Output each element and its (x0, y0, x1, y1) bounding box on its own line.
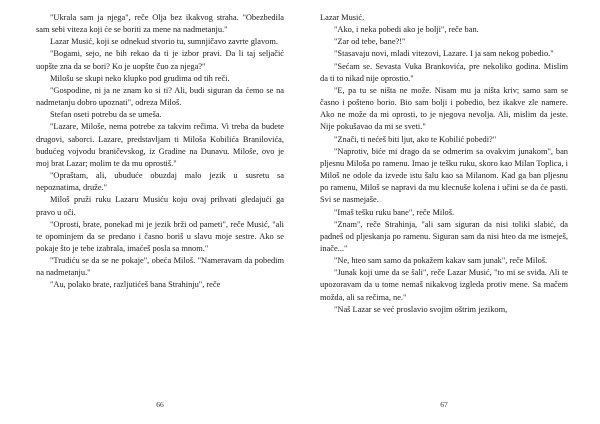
paragraph: Stefan oseti potrebu da se umeša. (50, 110, 162, 120)
paragraph: "Zar od tebe, bane?!" (334, 37, 406, 47)
paragraph: "Znači, ti nećeš biti ljut, ako te Kobilić pobedi?" (334, 134, 497, 144)
right-page-text (320, 12, 568, 316)
paragraph: "E, pa tu se ništa ne može. Nisam mu ja ništa kriv; samo sam se časno i pošteno borio. Bio sam bolji i pobedio, bez ikakve zle namere. Ako ne može da mi oprosti, to je njegova nevolja. Ali, mislim da jeste. Nije pokušavao da mi se sveti." (320, 85, 568, 132)
left-page (36, 12, 284, 417)
paragraph: "Trudiću se da se ne pokaje", obeća Miloš. "Namеravam da pobedim na nadmetanju." (36, 256, 284, 278)
paragraph: "Gospodine, ni ja ne znam ko si ti? Ali, budi siguran da ćemo se na nadmetanju dobro upoznati", odreza Miloš. (36, 85, 284, 108)
page-number-right: 67 (440, 400, 448, 409)
paragraph: "Oprosti, brate, ponekad mi je jezik brži od pameti", reče Musić, "ali te opominjem da se predano i časno boriš u slavu moje sestre. Ako se pokaje što je tebe izabrala, imaćeš posla sa mnom." (36, 219, 284, 253)
paragraph: Milošu se skupi neko klupko pod grudima od tih reči. (50, 73, 230, 83)
paragraph: "Au, polako brate, razlјutićeš bana Strahinju", reče (50, 280, 221, 290)
paragraph: "Lazare, Miloše, nema potrebe za takvim rečima. Vi treba da budete drugovi, saborci. Lazare, predstavljam ti Miloša Kobilića Branilovića, budućeg vojvodu braničevskog, iz Gradine na Dunavu. Miloše, ovo je moj brat Lazar; molim te da mu oprostiš." (36, 122, 284, 168)
paragraph: "Stasavaju novi, mladi vitezovi, Lazare. I ja sam nekog pobedio." (334, 49, 554, 59)
paragraph: "Naprotiv, biće mi drago da se odmerim sa ovakvim junakom", ban pljesnu Miloša po ramenu. Imao je tešku ruku, skoro kao Milan Toplica, i Miloš ne odole da izvede istu šalu kao sa Milanom. Kad ga ban pljesnu po ramenu, Miloš se napravi da mu klecnuše kolena i učini se da će pasti. Svi se nasmejaše. (320, 146, 568, 205)
paragraph: "Ukrala sam ja njega", reče Olja bez ikakvog straha. "Obezbedila sam sebi viteza koji će se boriti za mene na nadmetanju." (36, 13, 284, 35)
right-page (320, 12, 568, 417)
paragraph: "Naš Lazar se već proslavio svojim oštrim jezikom, (334, 304, 508, 314)
paragraph: Lazar Musić, koji se odnekud stvorio tu, sumnjičavo zavrte glavom. (50, 37, 278, 47)
paragraph: "Junak koji ume da se šali", reče Lazar Musić, "to mi se sviđa. Ali te upozoravam da u tome nemaš nikakvog izgleda protiv mene. Sa mačem možda, ali sa rečima, ne." (320, 268, 568, 302)
paragraph: Lazar Musić. (320, 13, 365, 22)
paragraph: "Imaš tešku ruku bane", reče Miloš. (334, 207, 455, 217)
paragraph: "Sećam se. Sevasta Vuka Brankovića, pre nekoliko godina. Mislim da ti to nikad nije oprostio." (320, 61, 568, 83)
paragraph: "Ne, hteo sam samo da pokažem kakav sam junak", reče Miloš. (334, 256, 548, 266)
page-number-left: 66 (156, 400, 164, 409)
paragraph: Miloš pruži ruku Lazaru Musiću koju ovaj prihvati gledajući ga pravo u oči. (36, 195, 284, 217)
left-page-text (36, 12, 284, 292)
paragraph: "Opraštam, ali, ubuduće obuzdaj malo jezik u susretu sa nepoznatima, druže." (36, 171, 284, 193)
paragraph: "Znam", reče Strahinja, "ali sam siguran da nisi toliki slabić, da padneš od pljeskanja po ramenu. Siguran sam da nisi hteo da me ismeješ, inače..." (320, 219, 568, 253)
paragraph: "Ako, i neka pobedi ako je bolji", reče ban. (334, 25, 479, 35)
paragraph: "Bogami, sejo, ne bih rekao da ti je izbor pravi. Da li taj seljačić uopšte zna da se bori? Ko je uopšte čuo za njega?" (36, 49, 284, 71)
